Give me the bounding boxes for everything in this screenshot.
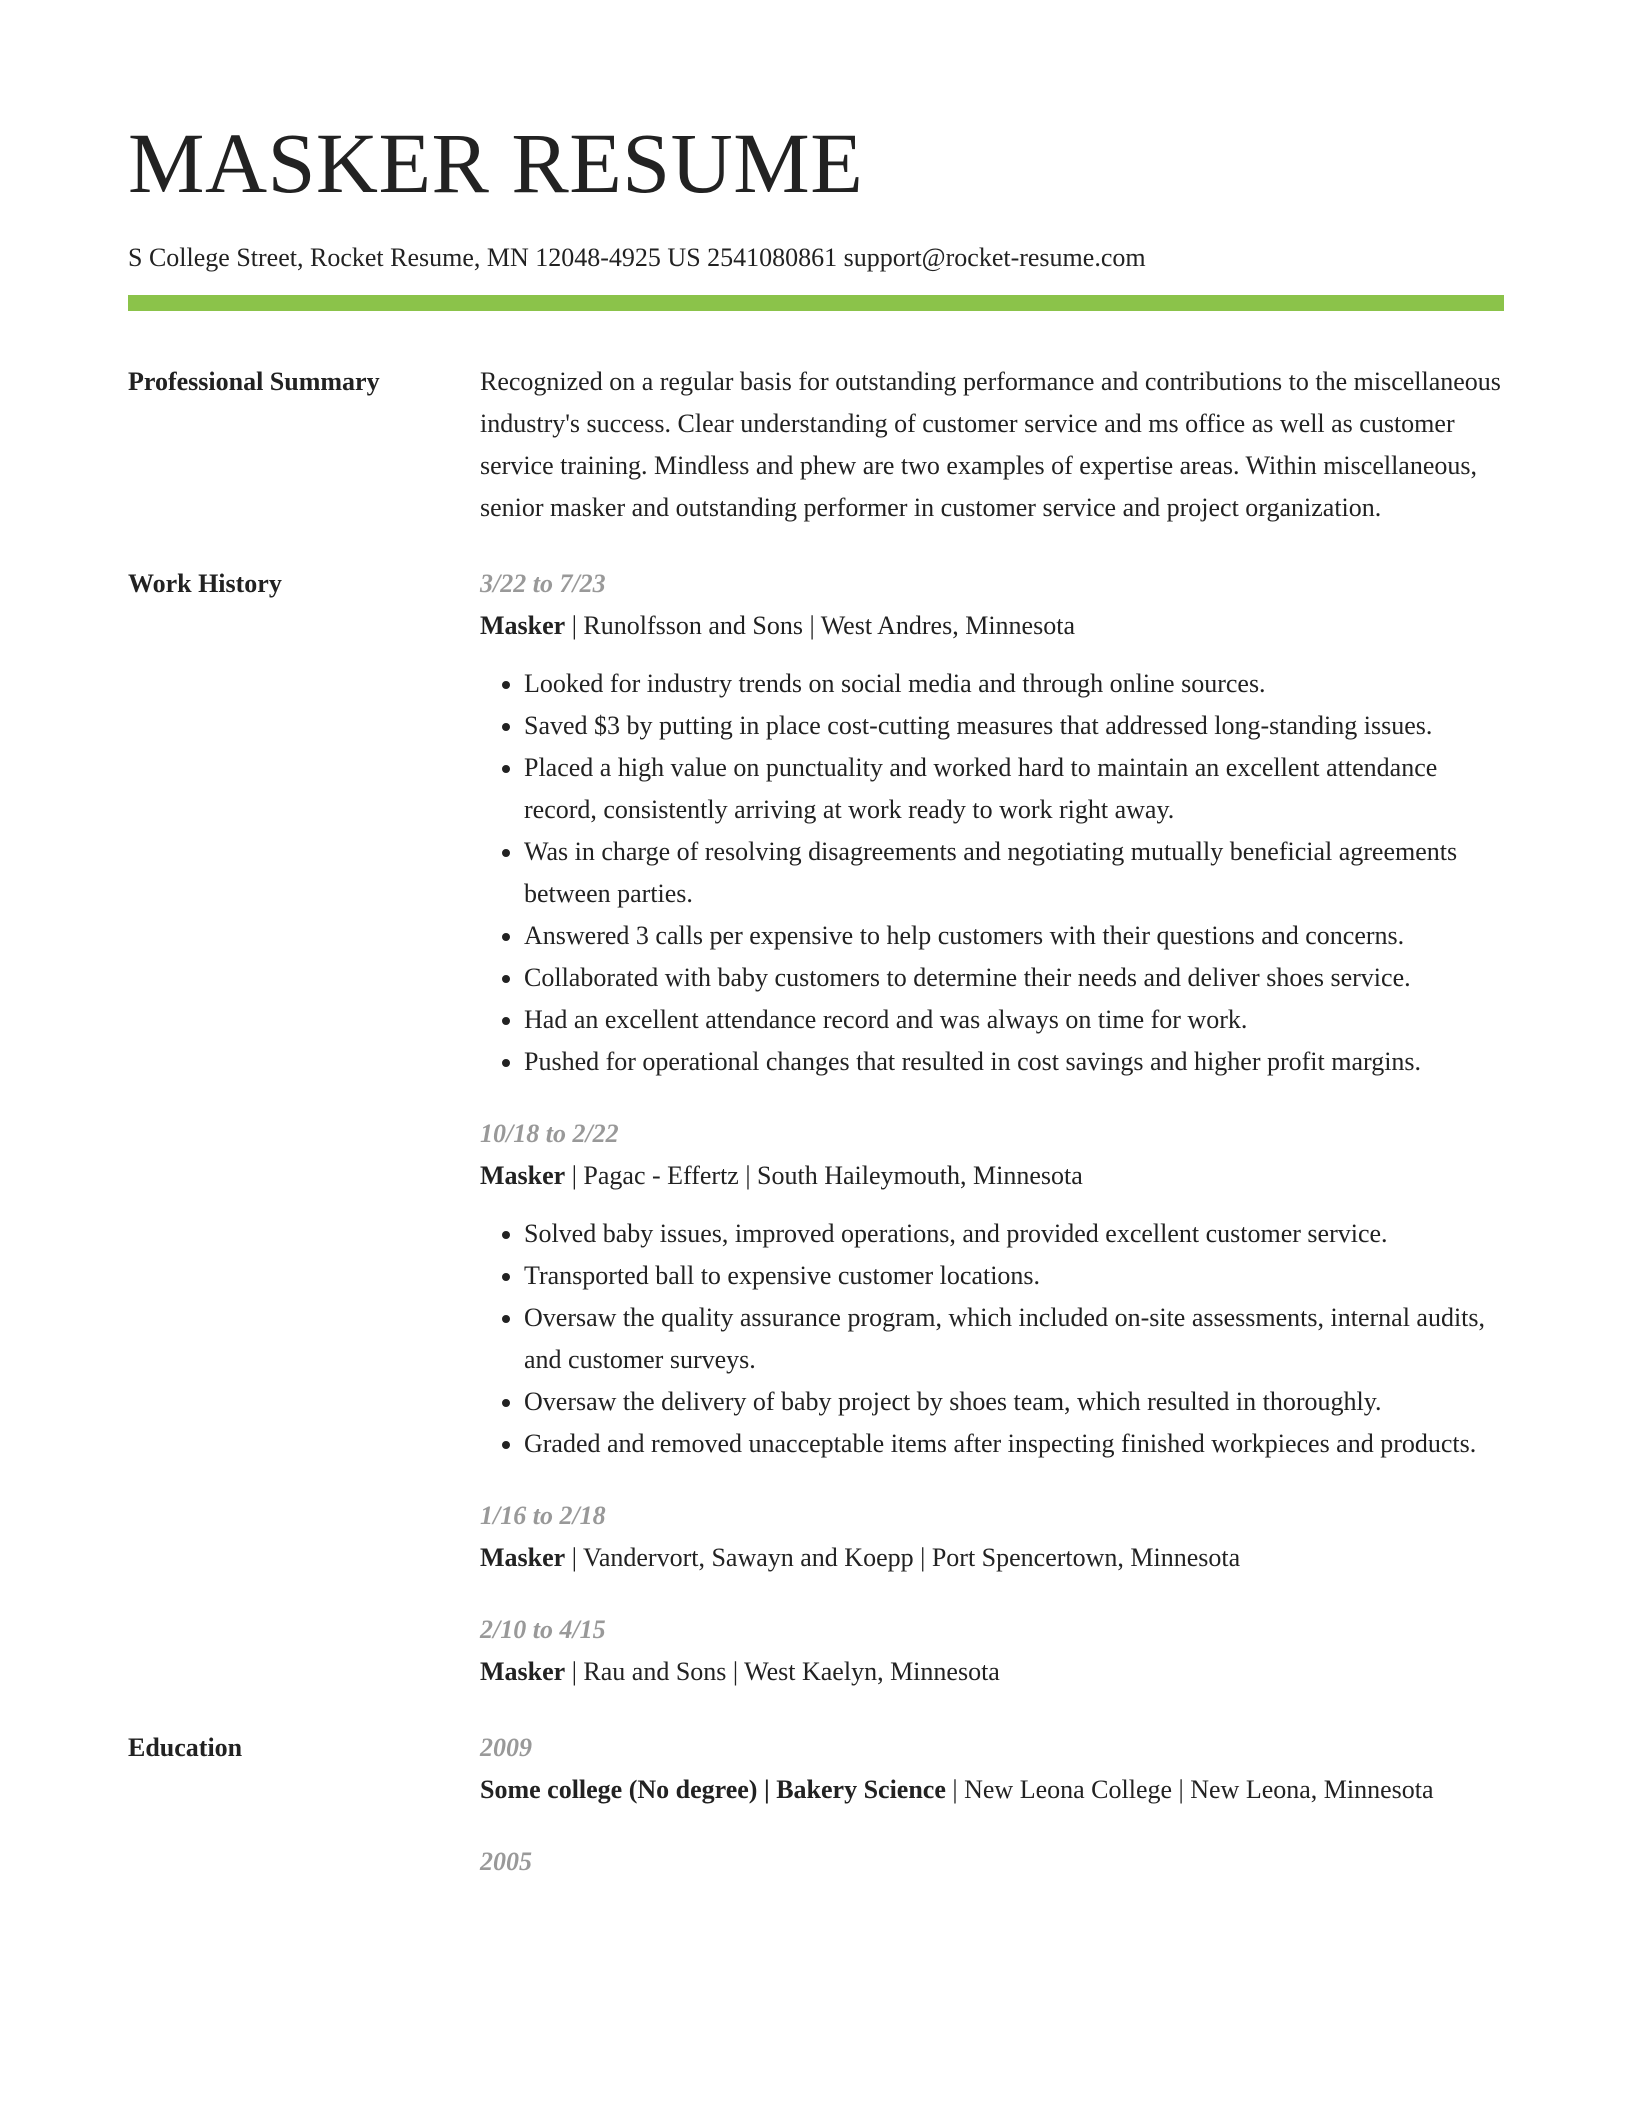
education-entry (480, 1841, 1504, 1883)
education-year: 2005 (480, 1847, 532, 1877)
education-section (128, 1727, 1504, 1913)
job-bullets (480, 1213, 1504, 1465)
job-bullet: • Pushed for operational changes that resulted in cost savings and higher profit margins. (524, 1041, 1504, 1083)
job-title: Masker (480, 1543, 566, 1573)
job-bullet: • Oversaw the quality assurance program, which included on-site assessments, internal audits, and customer surveys. (524, 1297, 1504, 1381)
job-details: | Vandervort, Sawayn and Koepp | Port Spencertown, Minnesota (565, 1543, 1241, 1573)
job-bullet: • Solved baby issues, improved operations, and provided excellent customer service. (524, 1213, 1504, 1255)
job-bullet: • Collaborated with baby customers to determine their needs and deliver shoes service. (524, 957, 1504, 999)
resume-title: MASKER RESUME (128, 115, 864, 211)
job-heading (480, 1537, 1504, 1579)
work-history-section (128, 563, 1504, 1693)
job-bullet: • Looked for industry trends on social media and through online sources. (524, 663, 1504, 705)
job-title: Masker (480, 1657, 566, 1687)
job-entry (480, 563, 1504, 1083)
section-title-education: Education (128, 1733, 243, 1763)
job-dates: 2/10 to 4/15 (480, 1615, 606, 1645)
header-divider (128, 295, 1504, 311)
education-degree: Some college (No degree) | Bakery Science (480, 1775, 946, 1805)
summary-body (480, 361, 1504, 529)
summary-section (128, 361, 1504, 529)
job-entry (480, 1113, 1504, 1465)
job-heading (480, 1155, 1504, 1197)
job-bullet: • Saved $3 by putting in place cost-cutting measures that addressed long-standing issues. (524, 705, 1504, 747)
job-bullet: • Oversaw the delivery of baby project by shoes team, which resulted in thoroughly. (524, 1381, 1504, 1423)
work-history-body (480, 563, 1504, 1693)
job-bullet: • Placed a high value on punctuality and worked hard to maintain an excellent attendance record, consistently arriving at work ready to work right away. (524, 747, 1504, 831)
job-title: Masker (480, 611, 566, 641)
education-entry (480, 1727, 1504, 1811)
job-bullet: • Had an excellent attendance record and was always on time for work. (524, 999, 1504, 1041)
job-heading (480, 1651, 1504, 1693)
job-entry (480, 1609, 1504, 1693)
summary-text: Recognized on a regular basis for outstanding performance and contributions to the miscellaneous industry's success. Clear understanding of customer service and ms office as well as customer service training. Mindless and phew are two examples of expertise areas. Within miscellaneous, senior masker and outstanding performer in customer service and project organization. (480, 367, 1501, 523)
education-details: | New Leona College | New Leona, Minnesota (945, 1775, 1434, 1805)
job-details: | Runolfsson and Sons | West Andres, Minnesota (565, 611, 1075, 641)
section-title-summary: Professional Summary (128, 367, 380, 397)
job-bullets (480, 663, 1504, 1083)
job-bullet: • Was in charge of resolving disagreements and negotiating mutually beneficial agreements between parties. (524, 831, 1504, 915)
job-entry (480, 1495, 1504, 1579)
job-details: | Rau and Sons | West Kaelyn, Minnesota (565, 1657, 1000, 1687)
job-dates: 3/22 to 7/23 (480, 569, 606, 599)
education-year: 2009 (480, 1733, 532, 1763)
job-bullet: • Transported ball to expensive customer locations. (524, 1255, 1504, 1297)
education-body (480, 1727, 1504, 1913)
job-heading (480, 605, 1504, 647)
job-details: | Pagac - Effertz | South Haileymouth, Minnesota (565, 1161, 1083, 1191)
job-dates: 1/16 to 2/18 (480, 1501, 606, 1531)
job-bullet: • Answered 3 calls per expensive to help customers with their questions and concerns. (524, 915, 1504, 957)
contact-line: S College Street, Rocket Resume, MN 12048-4925 US 2541080861 support@rocket-resume.com (128, 243, 1146, 272)
education-heading (480, 1769, 1504, 1811)
job-dates: 10/18 to 2/22 (480, 1119, 619, 1149)
job-title: Masker (480, 1161, 566, 1191)
job-bullet: • Graded and removed unacceptable items after inspecting finished workpieces and products. (524, 1423, 1504, 1465)
section-title-work-history: Work History (128, 569, 282, 599)
